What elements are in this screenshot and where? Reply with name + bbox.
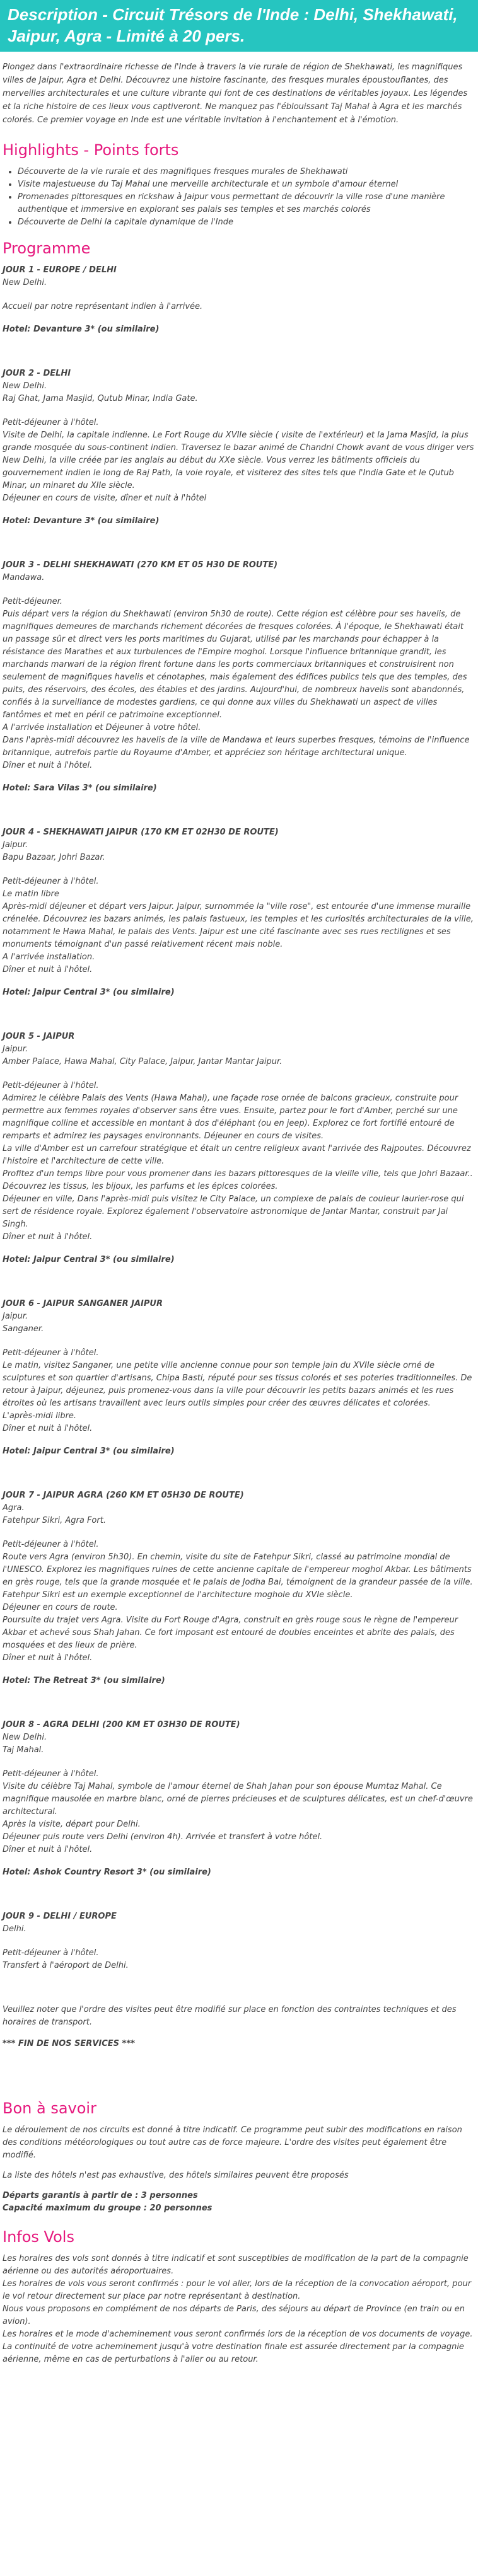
programme-days [0, 264, 478, 1972]
day-line: Petit-déjeuner à l'hôtel. [3, 1540, 99, 1549]
programme-footnote: Veuillez noter que l'ordre des visites peut être modifié sur place en fonction des contraintes techniques et des horaires de transport. [3, 2005, 457, 2027]
day-city: Jaipur. [3, 840, 28, 850]
highlights-list [18, 166, 478, 229]
bon-a-savoir-heading: Bon à savoir [3, 2099, 96, 2117]
day-block [0, 264, 478, 336]
day-title: JOUR 9 - DELHI / EUROPE [3, 1912, 117, 1921]
departs-garantis: Départs garantis à partir de : 3 personnes [3, 2191, 198, 2200]
day-line: Le matin libre [3, 889, 59, 899]
day-hotel: Hotel: Jaipur Central 3* (ou similaire) [3, 988, 175, 997]
day-line: Accueil par notre représentant indien à l'arrivée. [3, 302, 203, 311]
day-line: Déjeuner en cours de visite, dîner et nuit à l'hôtel [3, 494, 207, 503]
day-places: Amber Palace, Hawa Mahal, City Palace, Jaipur, Jantar Mantar Jaipur. [3, 1057, 283, 1066]
highlight-item: • Découverte de Delhi la capitale dynamique de l'Inde [18, 216, 478, 229]
day-hotel: Hotel: Jaipur Central 3* (ou similaire) [3, 1447, 175, 1456]
bon-a-savoir-hotels: La liste des hôtels n'est pas exhaustive, des hôtels similaires peuvent être proposés [3, 2171, 349, 2180]
day-places: Sanganer. [3, 1324, 44, 1334]
day-city: New Delhi. [3, 1733, 47, 1742]
highlight-item: • Promenades pittoresques en rickshaw à Jaipur vous permettant de découvrir la ville rose d'une manière authentique et immersive en explorant ses palais ses temples et ses marchés colorés [18, 191, 478, 216]
day-city: New Delhi. [3, 381, 47, 391]
day-block [0, 1489, 478, 1687]
highlight-item: • Découverte de la vie rurale et des magnifiques fresques murales de Shekhawati [18, 166, 478, 178]
day-places: Raj Ghat, Jama Masjid, Qutub Minar, India Gate. [3, 394, 198, 403]
day-hotel: Hotel: Devanture 3* (ou similaire) [3, 516, 160, 526]
day-hotel: Hotel: Devanture 3* (ou similaire) [3, 325, 160, 334]
day-line: Petit-déjeuner à l'hôtel. [3, 1348, 99, 1358]
day-line: Petit-déjeuner à l'hôtel. [3, 877, 99, 886]
day-line: Visite de Delhi, la capitale indienne. Le Fort Rouge du XVIIe siècle ( visite de l'extérieur) et la Jama Masjid, la plus grande mosquée du sous-continent indien. Traversez le bazar animé de Chandni Chowk avant de vous diriger vers New Delhi, la ville créée par les anglais au début du XXe siècle. Vous verrez les bâtiments officiels du gouvernement indien le long de Raj Path, la voie royale, et visiterez des sites tels que l'India Gate et le Qutub Minar, un minaret du XIIe siècle. [3, 430, 474, 490]
day-title: JOUR 6 - JAIPUR SANGANER JAIPUR [3, 1299, 163, 1308]
intro-paragraph: Plongez dans l'extraordinaire richesse de l'Inde à travers la vie rurale de région de Shekhawati, les magnifiques villes de Jaipur, Agra et Delhi. Découvrez une histoire fascinante, des fresques murales époustouflantes, des merveilles architecturales et une culture vibrante qui font de ces destinations de véritables joyaux. Les légendes et la riche histoire de ces lieux vous captiveront. Ne manquez pas l'éblouissant Taj Mahal à Agra et les marchés colorés. Ce premier voyage en Inde est une véritable invitation à l'enchantement et à l'émotion. [3, 62, 468, 125]
infos-vols-heading: Infos Vols [3, 2228, 74, 2246]
day-places: Fatehpur Sikri, Agra Fort. [3, 1516, 106, 1525]
capacite-maximum: Capacité maximum du groupe : 20 personnes [3, 2203, 213, 2213]
day-line: Petit-déjeuner. [3, 597, 62, 606]
day-block [0, 1298, 478, 1458]
day-line: Petit-déjeuner à l'hôtel. [3, 1948, 99, 1958]
day-title: JOUR 2 - DELHI [3, 369, 71, 378]
day-line: A l'arrivée installation et Déjeuner à votre hôtel. [3, 723, 201, 732]
highlight-item: • Visite majestueuse du Taj Mahal une merveille architecturale et un symbole d'amour éternel [18, 178, 478, 191]
day-title: JOUR 8 - AGRA DELHI (200 KM ET 03H30 DE ROUTE) [3, 1720, 240, 1730]
day-line: Profitez d'un temps libre pour vous promener dans les bazars pittoresques de la vieille ville, tels que Johri Bazaar.. [3, 1169, 473, 1179]
day-line: Dîner et nuit à l'hôtel. [3, 1653, 93, 1663]
day-line: Déjeuner en cours de route. [3, 1603, 118, 1612]
day-line: Admirez le célèbre Palais des Vents (Hawa Mahal), une façade rose ornée de balcons gracieux, construite pour permettre aux femmes royales d'observer sans être vues. Ensuite, partez pour le fort d'Amber, perché sur une magnifique colline et accessible en montant à dos d'éléphant (ou en jeep). Explorez ce fort fortifié entouré de remparts et admirez les paysages environnants. Déjeuner en cours de visites. [3, 1094, 458, 1141]
day-line: Puis départ vers la région du Shekhawati (environ 5h30 de route). Cette région est célèbre pour ses havelis, de magnifiques demeures de marchands richement décorées de fresques colorées. À l'époque, le Shekhawati était un passage sûr et direct vers les ports maritimes du Gujarat, utilisé par les marchands pour échapper à la résistance des Marathes et aux turbulences de l'Empire moghol. Lorsque l'influence britannique grandit, les marchands marwari de la région firent fortune dans les ports commerciaux britanniques et construisirent non seulement de magnifiques havelis et cénotaphes, mais également des édifices publics tels que des temples, des puits, des réservoirs, des écoles, des étables et des jardins. Aujourd'hui, de nombreux havelis sont abandonnés, confiés à la surveillance de modestes gardiens, ce qui donne aux villes du Shekhawati un aspect de villes fantômes et met en péril ce patrimoine exceptionnel. [3, 609, 467, 720]
day-title: JOUR 5 - JAIPUR [3, 1032, 75, 1041]
day-city: New Delhi. [3, 278, 47, 287]
day-line: Dîner et nuit à l'hôtel. [3, 965, 93, 974]
day-block [0, 1910, 478, 1972]
infos-vols-line: Nous vous proposons en complément de nos départs de Paris, des séjours au départ de Province (en train ou en avion). [3, 2304, 465, 2326]
day-title: JOUR 1 - EUROPE / DELHI [3, 265, 117, 275]
day-places: Taj Mahal. [3, 1745, 44, 1755]
infos-vols-line: Les horaires et le mode d'acheminement vous seront confirmés lors de la réception de vos documents de voyage. [3, 2330, 473, 2339]
day-line: Petit-déjeuner à l'hôtel. [3, 1769, 99, 1779]
day-block [0, 367, 478, 528]
day-line: Déjeuner en ville, Dans l'après-midi puis visitez le City Palace, un complexe de palais de couleur laurier-rose qui sert de résidence royale. Explorez également l'observatoire astronomique de Jantar Mantar, construit par Jai Singh. [3, 1194, 464, 1229]
day-line: Poursuite du trajet vers Agra. Visite du Fort Rouge d'Agra, construit en grès rouge sous le règne de l'empereur Akbar et achevé sous Shah Jahan. Ce fort imposant est entouré de doubles enceintes et abrite des palais, des mosquées et des lieux de prière. [3, 1615, 458, 1650]
day-block [0, 1031, 478, 1266]
day-line: Après-midi déjeuner et départ vers Jaipur. Jaipur, surnommée la "ville rose", est entourée d'une immense muraille crénelée. Découvrez les bazars animés, les palais fastueux, les temples et les curiosités architecturales de la ville, notamment le Hawa Mahal, le palais des Vents. Jaipur est une cité fascinante avec ses rues rectilignes et ses monuments témoignant d'un passé relativement récent mais noble. [3, 902, 474, 949]
day-line: Après la visite, départ pour Delhi. [3, 1820, 141, 1829]
day-block [0, 826, 478, 999]
day-title: JOUR 3 - DELHI SHEKHAWATI (270 KM ET 05 H30 DE ROUTE) [3, 560, 278, 570]
infos-vols-line: Les horaires de vols vous seront confirmés : pour le vol aller, lors de la réception de la convocation aéroport, pour le vol retour directement sur place par notre représentant à destination. [3, 2279, 472, 2301]
day-city: Agra. [3, 1503, 25, 1513]
infos-vols-block [0, 2253, 478, 2366]
end-of-services: *** FIN DE NOS SERVICES *** [3, 2039, 135, 2048]
day-hotel: Hotel: Ashok Country Resort 3* (ou similaire) [3, 1868, 211, 1877]
day-line: Découvrez les tissus, les bijoux, les parfums et les épices colorées. [3, 1182, 278, 1191]
bon-a-savoir-paragraph: Le déroulement de nos circuits est donné à titre indicatif. Ce programme peut subir des modifications en raison des conditions météorologiques ou tout autre cas de force majeure. L'ordre des visites peut également être modifié. [3, 2125, 462, 2160]
day-line: A l'arrivée installation. [3, 952, 95, 962]
day-line: Route vers Agra (environ 5h30). En chemin, visite du site de Fatehpur Sikri, classé au patrimoine mondial de l'UNESCO. Explorez les magnifiques ruines de cette ancienne capitale de l'empereur moghol Akbar. Les bâtiments en grès rouge, tels que la grande mosquée et le palais de Jodha Bai, témoignent de la grandeur passée de la ville. Fatehpur Sikri est un exemple exceptionnel de l'architecture moghole du XVIe siècle. [3, 1552, 473, 1600]
day-city: Delhi. [3, 1924, 26, 1934]
day-line: Dîner et nuit à l'hôtel. [3, 761, 93, 770]
day-line: Transfert à l'aéroport de Delhi. [3, 1961, 129, 1970]
day-line: Dans l'après-midi découvrez les havelis de la ville de Mandawa et leurs superbes fresques, témoins de l'influence britannique, autrefois partie du Royaume d'Amber, et appréciez son héritage architectural unique. [3, 736, 470, 758]
day-line: Dîner et nuit à l'hôtel. [3, 1232, 93, 1242]
day-line: L'après-midi libre. [3, 1411, 77, 1421]
day-line: Visite du célèbre Taj Mahal, symbole de l'amour éternel de Shah Jahan pour son épouse Mumtaz Mahal. Ce magnifique mausolée en marbre blanc, orné de pierres précieuses et de sculptures délicates, est un chef-d'œuvre architectural. [3, 1782, 473, 1816]
day-title: JOUR 4 - SHEKHAWATI JAIPUR (170 KM ET 02H30 DE ROUTE) [3, 828, 279, 837]
day-title: JOUR 7 - JAIPUR AGRA (260 KM ET 05H30 DE ROUTE) [3, 1491, 244, 1500]
day-hotel: Hotel: Sara Vilas 3* (ou similaire) [3, 783, 157, 793]
day-line: Le matin, visitez Sanganer, une petite ville ancienne connue pour son temple jain du XVIIe siècle orné de sculptures et son quartier d'artisans, Chipa Basti, réputé pour ses tissus colorés et ses poteries traditionnelles. De retour à Jaipur, déjeunez, puis promenez-vous dans la ville pour découvrir les petits bazars animés et les rues étroites où les artisans travaillent avec leurs outils simples pour créer des œuvres délicates et colorées. [3, 1361, 472, 1408]
day-line: Déjeuner puis route vers Delhi (environ 4h). Arrivée et transfert à votre hôtel. [3, 1832, 323, 1842]
day-line: Dîner et nuit à l'hôtel. [3, 1845, 93, 1854]
day-places: Bapu Bazaar, Johri Bazar. [3, 853, 105, 862]
day-hotel: Hotel: Jaipur Central 3* (ou similaire) [3, 1255, 175, 1264]
day-line: Petit-déjeuner à l'hôtel. [3, 418, 99, 427]
infos-vols-line: Les horaires des vols sont donnés à titre indicatif et sont susceptibles de modification de la part de la compagnie aérienne ou des autorités aéroportuaires. [3, 2254, 469, 2276]
day-block [0, 559, 478, 795]
day-line: La ville d'Amber est un carrefour stratégique et était un centre religieux avant l'arrivée des Rajpoutes. Découvrez l'histoire et l'architecture de cette ville. [3, 1144, 471, 1166]
programme-heading: Programme [3, 240, 91, 257]
day-line: Petit-déjeuner à l'hôtel. [3, 1081, 99, 1090]
day-city: Jaipur. [3, 1312, 28, 1321]
day-line: Dîner et nuit à l'hôtel. [3, 1424, 93, 1433]
day-city: Mandawa. [3, 573, 45, 582]
infos-vols-line: La continuité de votre acheminement jusqu'à votre destination finale est assurée directement par la compagnie aérienne, même en cas de perturbations à l'aller ou au retour. [3, 2342, 464, 2364]
day-city: Jaipur. [3, 1044, 28, 1054]
highlights-heading: Highlights - Points forts [3, 141, 179, 159]
day-hotel: Hotel: The Retreat 3* (ou similaire) [3, 1676, 165, 1685]
page-title: Description - Circuit Trésors de l'Inde : Delhi, Shekhawati, Jaipur, Agra - Limité à 20 pers. [0, 0, 478, 52]
day-block [0, 1719, 478, 1879]
